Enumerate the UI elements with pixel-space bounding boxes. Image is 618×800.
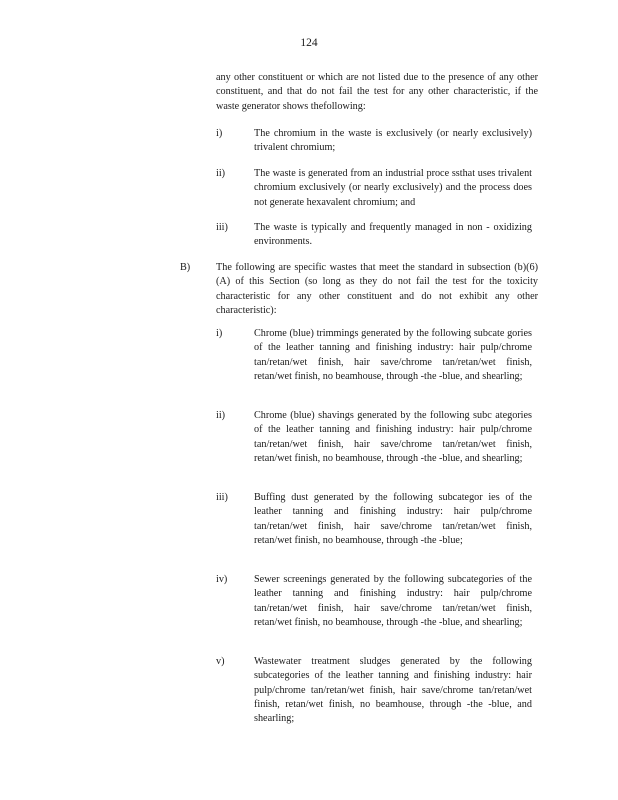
list-a-marker: iii) xyxy=(216,222,228,233)
list-a-marker: i) xyxy=(216,128,223,139)
list-a-item: The waste is generated from an industrial proce ssthat uses trivalent chromium exclusively (or nearly exclusively) and the process does not generate hexavalent chromium; and xyxy=(254,168,532,208)
section-b-marker: B) xyxy=(180,262,191,273)
list-b-marker: iv) xyxy=(216,574,228,585)
intro-paragraph: any other constituent or which are not listed due to the presence of any other constituent, and that do not fail the test for any other characteristic, if the waste generator shows thefollowing: xyxy=(216,72,538,112)
list-a-marker: ii) xyxy=(216,168,226,179)
section-b-paragraph: The following are specific wastes that meet the standard in subsection (b)(6)(A) of this Section (so long as they do not fail the test for the toxicity characteristic for any other constituent and do not exhibit any other characteristic): xyxy=(216,262,538,316)
list-b-item: Sewer screenings generated by the following subcategories of the leather tanning and finishing industry: hair pulp/chrome tan/retan/wet finish, hair save/chrome tan/retan/wet finish, retan/wet finish, no beamhouse, through -the -blue, and shearling; xyxy=(254,574,532,628)
list-b-item: Buffing dust generated by the following subcategor ies of the leather tanning and finishing industry: hair pulp/chrome tan/retan/wet finish, hair save/chrome tan/retan/wet finish, retan/wet finish, no beamhouse, through -the -blue; xyxy=(254,492,532,546)
list-b-marker: ii) xyxy=(216,410,226,421)
page-number: 124 xyxy=(300,37,318,49)
list-b-item: Chrome (blue) trimmings generated by the following subcate gories of the leather tanning and finishing industry: hair pulp/chrome tan/retan/wet finish, hair save/chrome tan/retan/wet finish, retan/wet finish, no beamhouse, through -the -blue, and shearling; xyxy=(254,328,532,382)
list-b-item: Chrome (blue) shavings generated by the following subc ategories of the leather tanning and finishing industry: hair pulp/chrome tan/retan/wet finish, hair save/chrome tan/retan/wet finish, retan/wet finish, no beamhouse, through -the -blue, and shearling; xyxy=(254,410,532,464)
list-a-item: The chromium in the waste is exclusively (or nearly exclusively) trivalent chromium; xyxy=(254,128,532,154)
list-b-marker: v) xyxy=(216,656,225,667)
list-a-item: The waste is typically and frequently managed in non - oxidizing environments. xyxy=(254,222,532,248)
list-b-marker: iii) xyxy=(216,492,228,503)
list-b-marker: i) xyxy=(216,328,223,339)
list-b-item: Wastewater treatment sludges generated by the following subcategories of the leather tanning and finishing industry: hair pulp/chrome tan/retan/wet finish, hair save/chrome tan/retan/wet finish, retan/wet finish, no beamhouse, through -the -blue, and shearling; xyxy=(254,656,532,725)
